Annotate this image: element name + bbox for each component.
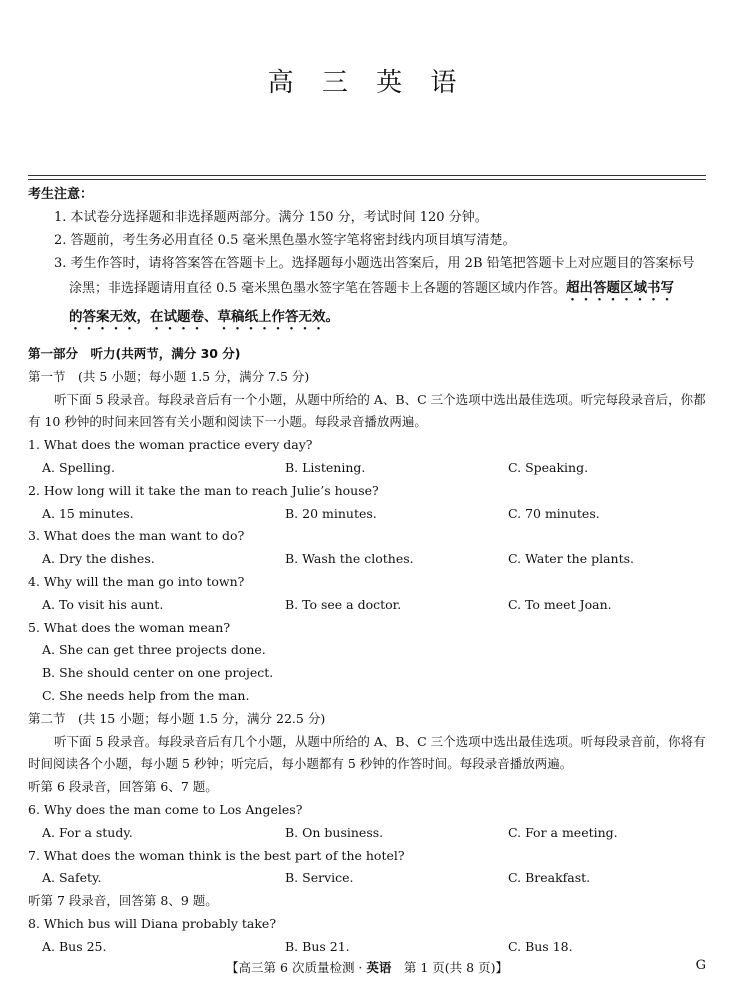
part1-heading: 第一部分 听力(共两节，满分 30 分) (28, 346, 241, 361)
option-b: B. Bus 21. (285, 938, 350, 954)
question-text: 5. What does the woman mean? (28, 619, 231, 635)
footer-text-pre: 【高三第 6 次质量检测 · (226, 960, 367, 975)
option-b: B. 20 minutes. (285, 505, 377, 521)
question-1 (28, 434, 708, 480)
notice-block (28, 183, 708, 333)
option-c: C. 70 minutes. (508, 505, 600, 521)
option-a: A. 15 minutes. (42, 505, 134, 521)
question-text: 2. How long will it take the man to reach Julie’s house? (28, 482, 379, 498)
option-a: A. Safety. (42, 870, 102, 886)
question-2 (28, 480, 708, 526)
question-5 (28, 617, 708, 708)
option-a: A. For a study. (42, 824, 133, 840)
page-title: 高 三 英 语 (267, 68, 467, 98)
option-c: C. For a meeting. (508, 824, 618, 840)
version-mark: G (695, 958, 706, 973)
divider-line-thick (28, 179, 706, 180)
question-text: 8. Which bus will Diana probably take? (28, 915, 277, 931)
option-a: A. Dry the dishes. (42, 551, 155, 567)
question-text: 6. Why does the man come to Los Angeles? (28, 801, 303, 817)
section2-instructions: 听下面 5 段录音。每段录音后有几个小题，从题中所给的 A、B、C 三个选项中选出最佳选项。听每段录音前，你将有时间阅读各个小题，每小题 5 秒钟；听完后，每小题都有 5 秒钟的作答时间。每段录音播放两遍。 (28, 733, 706, 772)
question-text: 4. Why will the man go into town? (28, 573, 245, 589)
option-b: B. On business. (285, 824, 384, 840)
option-b: B. Wash the clothes. (285, 551, 414, 567)
notice-item-3-cont (28, 275, 708, 304)
question-6 (28, 799, 708, 845)
question-text: 7. What does the woman think is the best part of the hotel? (28, 847, 405, 863)
option-b: B. To see a doctor. (285, 596, 402, 612)
recording-7-label: 听第 7 段录音，回答第 8、9 题。 (28, 893, 218, 909)
notice-heading: 考生注意： (28, 187, 94, 202)
footer-text-post: 第 1 页(共 8 页)】 (391, 960, 508, 975)
notice-item-3: 3. 考生作答时，请将答案答在答题卡上。选择题每小题选出答案后，用 2B 铅笔把答题卡上对应题目的答案标号 (54, 256, 695, 271)
part1 (28, 343, 708, 959)
question-4 (28, 571, 708, 617)
option-b: B. Listening. (285, 459, 366, 475)
notice-item-1: 1. 本试卷分选择题和非选择题两部分。满分 150 分，考试时间 120 分钟。 (54, 210, 488, 225)
footer-subject: 英语 (366, 960, 392, 975)
question-text: 3. What does the man want to do? (28, 528, 245, 544)
section1-instructions: 听下面 5 段录音。每段录音后有一个小题，从题中所给的 A、B、C 三个选项中选出最佳选项。听完每段录音后，你都有 10 秒钟的时间来回答有关小题和阅读下一小题。每段录音播放两遍。 (28, 391, 706, 430)
option-a: A. Spelling. (42, 459, 115, 475)
option-c: C. To meet Joan. (508, 596, 612, 612)
recording-6-label: 听第 6 段录音，回答第 6、7 题。 (28, 779, 218, 795)
divider-line (28, 175, 706, 176)
option-c: C. Water the plants. (508, 551, 635, 567)
question-text: 1. What does the woman practice every day? (28, 437, 313, 453)
option-a: A. To visit his aunt. (42, 596, 164, 612)
option-b: B. She should center on one project. (42, 665, 274, 681)
option-c: C. Speaking. (508, 459, 589, 475)
question-8 (28, 913, 708, 959)
option-b: B. Service. (285, 870, 354, 886)
option-a: A. She can get three projects done. (42, 642, 266, 658)
question-3 (28, 525, 708, 571)
option-c: C. She needs help from the man. (42, 687, 250, 703)
notice-emphasis-2: 的答案无效，在试题卷、草稿纸上作答无效。 (69, 309, 339, 325)
option-c: C. Bus 18. (508, 938, 573, 954)
option-c: C. Breakfast. (508, 870, 591, 886)
notice-item-3-text: 涂黑；非选择题请用直径 0.5 毫米黑色墨水签字笔在答题卡上各题的答题区域内作答。 (69, 281, 566, 296)
page-footer (0, 958, 734, 976)
notice-emphasis-1: 超出答题区域书写 (565, 280, 674, 296)
question-7 (28, 845, 708, 891)
section1-heading: 第一节 (共 5 小题；每小题 1.5 分，满分 7.5 分) (28, 368, 310, 384)
option-a: A. Bus 25. (42, 938, 107, 954)
notice-item-2: 2. 答题前，考生务必用直径 0.5 毫米黑色墨水签字笔将密封线内项目填写清楚。 (54, 233, 516, 248)
section2-heading: 第二节 (共 15 小题；每小题 1.5 分，满分 22.5 分) (28, 710, 326, 726)
